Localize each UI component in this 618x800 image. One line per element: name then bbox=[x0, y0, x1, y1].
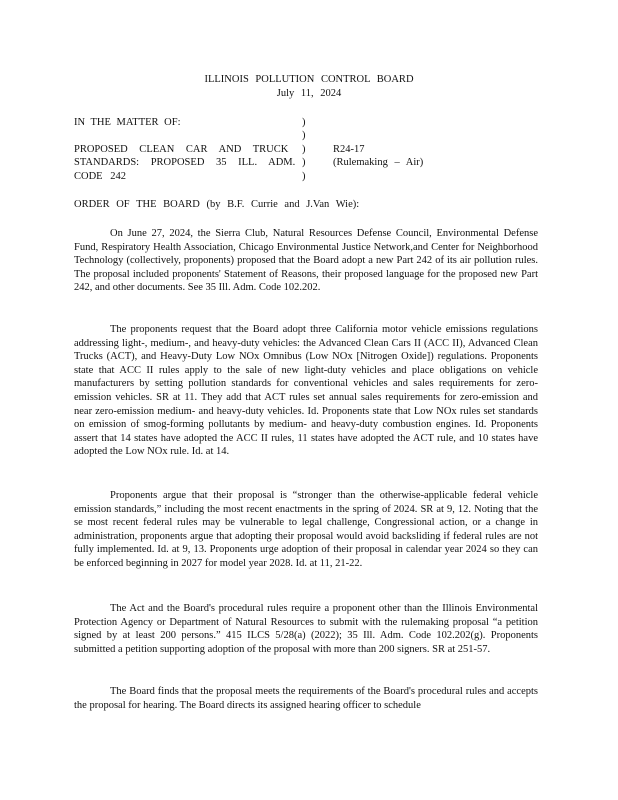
caption-paren: ) bbox=[302, 144, 306, 155]
paragraph-text: On June 27, 2024, the Sierra Club, Natural Resources Defense Council, Environmental Defense Fund, Respiratory Health Association, Chicago Environmental Justice Network,and Center for Neighborhood Technology (collectively, proponents) proposed that the Board adopt a new Part 242 of its air pollution rules. The proposal included proponents' Statement of Reasons, their proposed language for the proposed new Part 242, and other documents. See 35 Ill. Adm. Code 102.202. bbox=[74, 228, 538, 294]
in-the-matter-label: IN THE MATTER OF: bbox=[74, 117, 181, 128]
caption-paren: ) bbox=[302, 171, 306, 182]
board-title: ILLINOIS POLLUTION CONTROL BOARD bbox=[204, 74, 414, 85]
caption-line-3: CODE 242 bbox=[74, 171, 126, 182]
caption-paren: ) bbox=[302, 130, 306, 141]
caption-paren: ) bbox=[302, 157, 306, 168]
paragraph-text: The Board finds that the proposal meets the requirements of the Board's procedural rules and accepts the proposal for hearing. The Board directs its assigned hearing officer to schedule bbox=[74, 686, 538, 711]
caption-paren: ) bbox=[302, 117, 306, 128]
paragraph-text: Proponents argue that their proposal is “stronger than the otherwise-applicable federal vehicle emission standards,” including the most recent enactments in the spring of 2024. SR at 9, 12. Noting that the se most recent federal rules may be vulnerable to legal challenge, Congressional action, or a change in administration, proponents argue that adopting their proposal would avoid backsliding if federal rules are not fully implemented. Id. at 9, 13. Proponents urge adoption of their proposal in calendar year 2024 so they can be enforced beginning in 2027 for model year 2028. Id. at 11, 21-22. bbox=[74, 490, 538, 569]
order-date: July 11, 2024 bbox=[276, 88, 342, 99]
paragraph-argument bbox=[74, 489, 538, 571]
docket-number: R24-17 bbox=[333, 144, 365, 155]
paragraph-request bbox=[74, 323, 538, 459]
paragraph-text: The proponents request that the Board adopt three California motor vehicle emissions regulations addressing light-, medium-, and heavy-duty vehicles: the Advanced Clean Cars II (ACC II), Advanced Clean Trucks (ACT), and Heavy-Duty Low NOx Omnibus (Low NOx [Nitrogen Oxide]) regulations. Proponents state that ACC II rules apply to the sale of new light-duty vehicles and place obligations on vehicle manufacturers by setting pollution standards for conventional vehicles and sales requirements for zero-emission vehicles. SR at 11. They add that ACT rules set annual sales requirements for zero-emission and near zero-emission medium- and heavy-duty vehicles. Id. Proponents state that Low NOx rules set standards on emission of smog-forming pollutants by medium- and heavy-duty combustion engines. Id. Proponents assert that 14 states have adopted the ACC II rules, 11 states have adopted the ACT rule, and 10 states have adopted the Low NOx rule. Id. at 14. bbox=[74, 324, 538, 458]
paragraph-filing bbox=[74, 227, 538, 295]
docket-type: (Rulemaking – Air) bbox=[333, 157, 424, 168]
paragraph-finding bbox=[74, 685, 538, 712]
order-heading: ORDER OF THE BOARD (by B.F. Currie and J.Van Wie): bbox=[74, 199, 360, 210]
paragraph-text: The Act and the Board's procedural rules require a proponent other than the Illinois Environmental Protection Agency or Department of Natural Resources to submit with the rulemaking proposal “a petition signed by at least 200 persons.” 415 ILCS 5/28(a) (2022); 35 Ill. Adm. Code 102.202(g). Proponents submitted a petition supporting adoption of the proposal with more than 200 signers. SR at 251-57. bbox=[74, 603, 538, 655]
paragraph-petition bbox=[74, 602, 538, 656]
caption-line-1: PROPOSED CLEAN CAR AND TRUCK bbox=[74, 144, 289, 155]
caption-line-2: STANDARDS: PROPOSED 35 ILL. ADM. bbox=[74, 157, 296, 168]
